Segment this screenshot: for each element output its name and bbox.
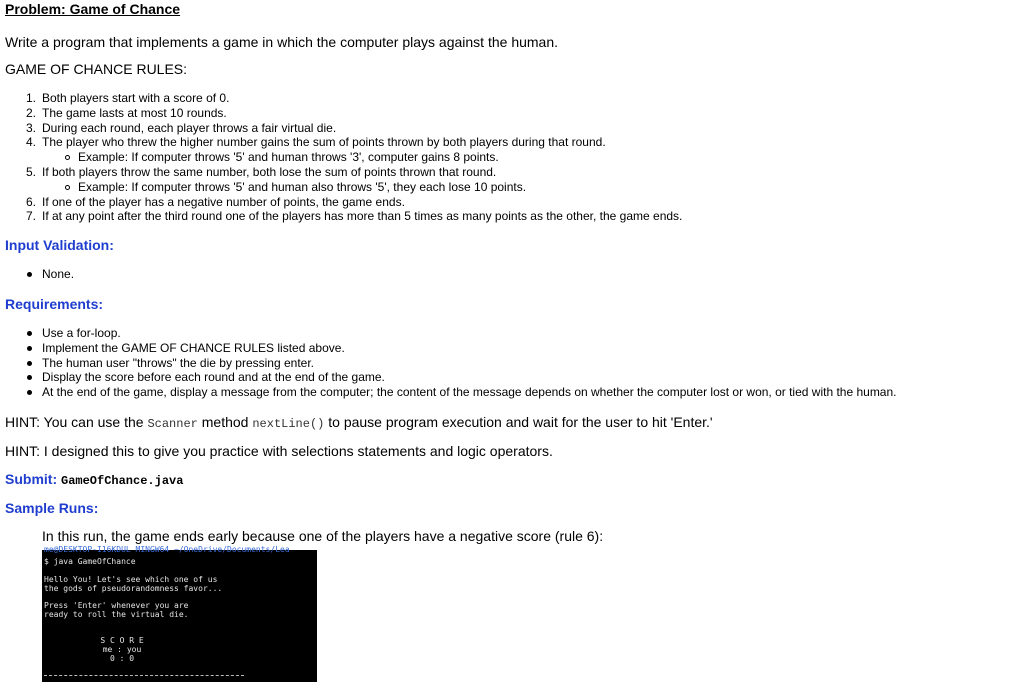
rules-heading: GAME OF CHANCE RULES: (5, 61, 188, 77)
page-title: Problem: Game of Chance (5, 1, 181, 17)
rule-example-text: Example: If computer throws '5' and human also throws '5', they each lose 10 points. (78, 179, 527, 194)
terminal-line: Hello You! Let's see which one of us (44, 575, 218, 584)
terminal-score-header: me : you (102, 645, 142, 654)
submit-label: Submit: (5, 471, 58, 487)
list-item-text: Display the score before each round and at the end of the game. (42, 370, 385, 385)
sample-run-intro: In this run, the game ends early because one of the players have a negative score (rule 6): (42, 528, 604, 544)
code-scanner: Scanner (147, 417, 198, 431)
bullet-icon (27, 331, 32, 336)
bullet-icon (27, 346, 32, 351)
rule-text: During each round, each player throws a fair virtual die. (42, 120, 337, 135)
list-item-text: At the end of the game, display a message from the computer; the content of the message depends on whether the computer lost or won, or tied with the human. (42, 385, 897, 400)
rule-number: 6. (25, 194, 36, 209)
rule-text: Both players start with a score of 0. (42, 91, 230, 105)
terminal-path: me@DESKTOP-I16KDUL MINGW64 ~/OneDrive/Documents/Lea (44, 545, 290, 554)
rule-number: 3. (25, 120, 36, 135)
rule-text: The player who threw the higher number gains the sum of points thrown by both players during that round. (42, 135, 606, 150)
terminal-divider (44, 675, 244, 676)
bullet-icon (27, 272, 32, 277)
rule-number: 2. (25, 105, 36, 120)
rule-number: 1. (25, 91, 36, 105)
bullet-icon (27, 390, 32, 395)
terminal-score-title: S C O R E (100, 636, 144, 645)
terminal-screenshot (42, 545, 317, 682)
rule-number: 4. (25, 135, 36, 150)
terminal-line: ready to roll the virtual die. (44, 610, 189, 619)
rule-number: 5. (25, 164, 36, 179)
terminal-line: $ java GameOfChance (44, 557, 136, 566)
list-item-text: None. (42, 267, 75, 281)
list-item-text: The human user "throws" the die by pressing enter. (42, 355, 314, 370)
rule-example-text: Example: If computer throws '5' and human throws '3', computer gains 8 points. (78, 150, 499, 165)
requirements-heading: Requirements: (5, 296, 104, 312)
bullet-icon (27, 361, 32, 366)
sample-runs-heading: Sample Runs: (5, 500, 99, 516)
submit-filename: GameOfChance.java (61, 474, 184, 488)
submit-line (5, 471, 183, 488)
bullet-icon (27, 375, 32, 380)
hollow-bullet-icon (65, 185, 70, 190)
list-item-text: Use a for-loop. (42, 326, 121, 340)
rule-number: 7. (25, 209, 36, 224)
hollow-bullet-icon (65, 155, 70, 160)
hint-scanner (5, 414, 713, 431)
rule-text: If one of the player has a negative number of points, the game ends. (42, 194, 405, 209)
code-nextline: nextLine() (252, 417, 325, 431)
rule-text: The game lasts at most 10 rounds. (42, 105, 227, 120)
rule-text: If at any point after the third round one of the players has more than 5 times as many points as the other, the game ends. (42, 209, 683, 224)
list-item-text: Implement the GAME OF CHANCE RULES listed above. (42, 340, 345, 355)
rule-text: If both players throw the same number, both lose the sum of points thrown that round. (42, 164, 497, 179)
intro-text: Write a program that implements a game in which the computer plays against the human. (5, 34, 559, 50)
hint-text: HINT: You can use the (5, 414, 148, 430)
hint-text: to pause program execution and wait for the user to hit 'Enter.' (324, 414, 713, 430)
terminal-line: the gods of pseudorandomness favor... (44, 584, 223, 593)
hint-text: method (197, 414, 253, 430)
hint-design: HINT: I designed this to give you practice with selections statements and logic operators. (5, 443, 553, 459)
terminal-score-values: 0 : 0 (109, 654, 135, 663)
input-validation-heading: Input Validation: (5, 237, 114, 253)
terminal-line: Press 'Enter' whenever you are (44, 601, 189, 610)
